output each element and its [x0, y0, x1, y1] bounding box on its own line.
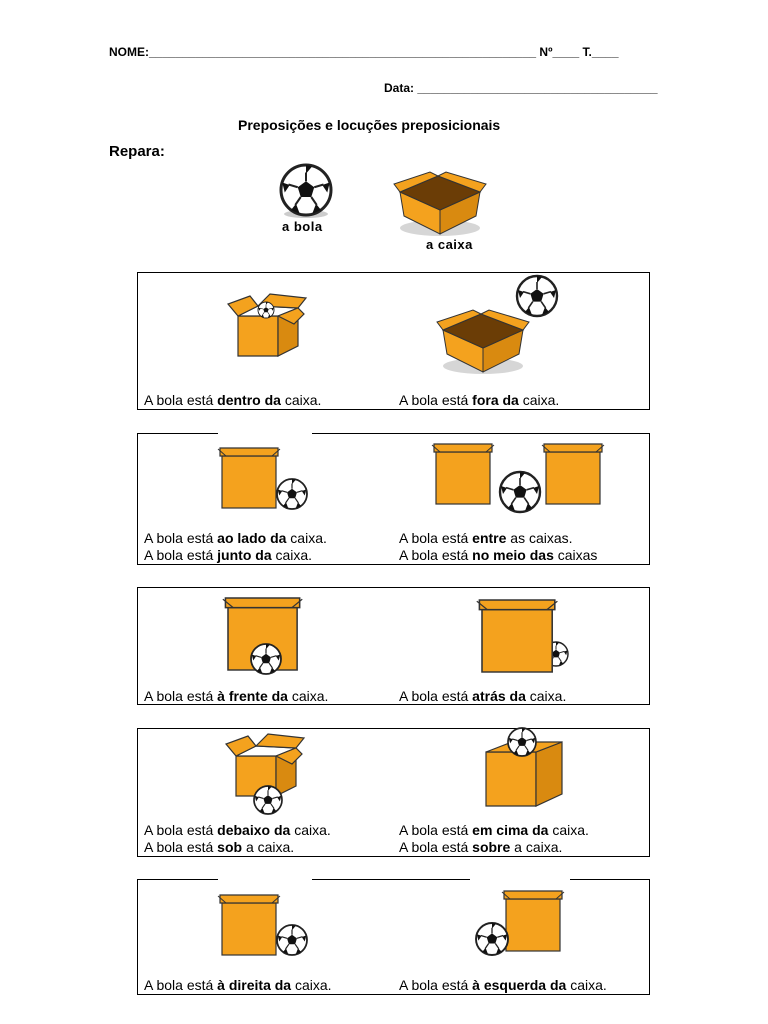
box-ball-right-icon: [220, 893, 320, 963]
soccer-ball-icon: [276, 162, 336, 222]
sentence-ao-lado: A bola está ao lado da caixa.: [144, 530, 327, 546]
sentence-dentro: A bola está dentro da caixa.: [144, 392, 322, 408]
sentence-fora: A bola está fora da caixa.: [399, 392, 560, 408]
sentence-junto: A bola está junto da caixa.: [144, 547, 313, 563]
sentence-em-cima: A bola está em cima da caixa.: [399, 822, 589, 838]
page-title: Preposições e locuções preposicionais: [238, 117, 501, 133]
box-label: a caixa: [426, 237, 473, 252]
box-ball-under-icon: [220, 730, 320, 814]
cardboard-box-icon: [400, 172, 490, 242]
box-ball-left-icon: [474, 889, 574, 963]
cardboard-box-icon: [443, 310, 533, 380]
sentence-a-frente: A bola está à frente da caixa.: [144, 688, 329, 704]
name-line: NOME:__________________________________________________________ Nº____ T.____: [109, 45, 619, 59]
repara-label: Repara:: [109, 143, 165, 160]
date-line: Data: ____________________________________: [384, 81, 658, 95]
sentence-no-meio: A bola está no meio das caixas: [399, 547, 598, 563]
sentence-entre: A bola está entre as caixas.: [399, 530, 573, 546]
box-ball-on-top-icon: [476, 728, 576, 818]
box-ball-behind-icon: [474, 596, 574, 680]
sentence-debaixo: A bola está debaixo da caixa.: [144, 822, 331, 838]
sentence-sobre: A bola está sobre a caixa.: [399, 839, 563, 855]
sentence-sob: A bola está sob a caixa.: [144, 839, 295, 855]
sentence-atras: A bola está atrás da caixa.: [399, 688, 567, 704]
box-ball-beside-icon: [220, 446, 320, 516]
boxes-ball-between-icon: [434, 442, 614, 516]
sentence-a-esquerda: A bola está à esquerda da caixa.: [399, 977, 607, 993]
section-inside-outside: [137, 272, 650, 410]
box-ball-front-icon: [218, 596, 318, 680]
sentence-a-direita: A bola está à direita da caixa.: [144, 977, 332, 993]
ball-label: a bola: [282, 219, 323, 234]
box-with-ball-inside-icon: [222, 288, 312, 368]
